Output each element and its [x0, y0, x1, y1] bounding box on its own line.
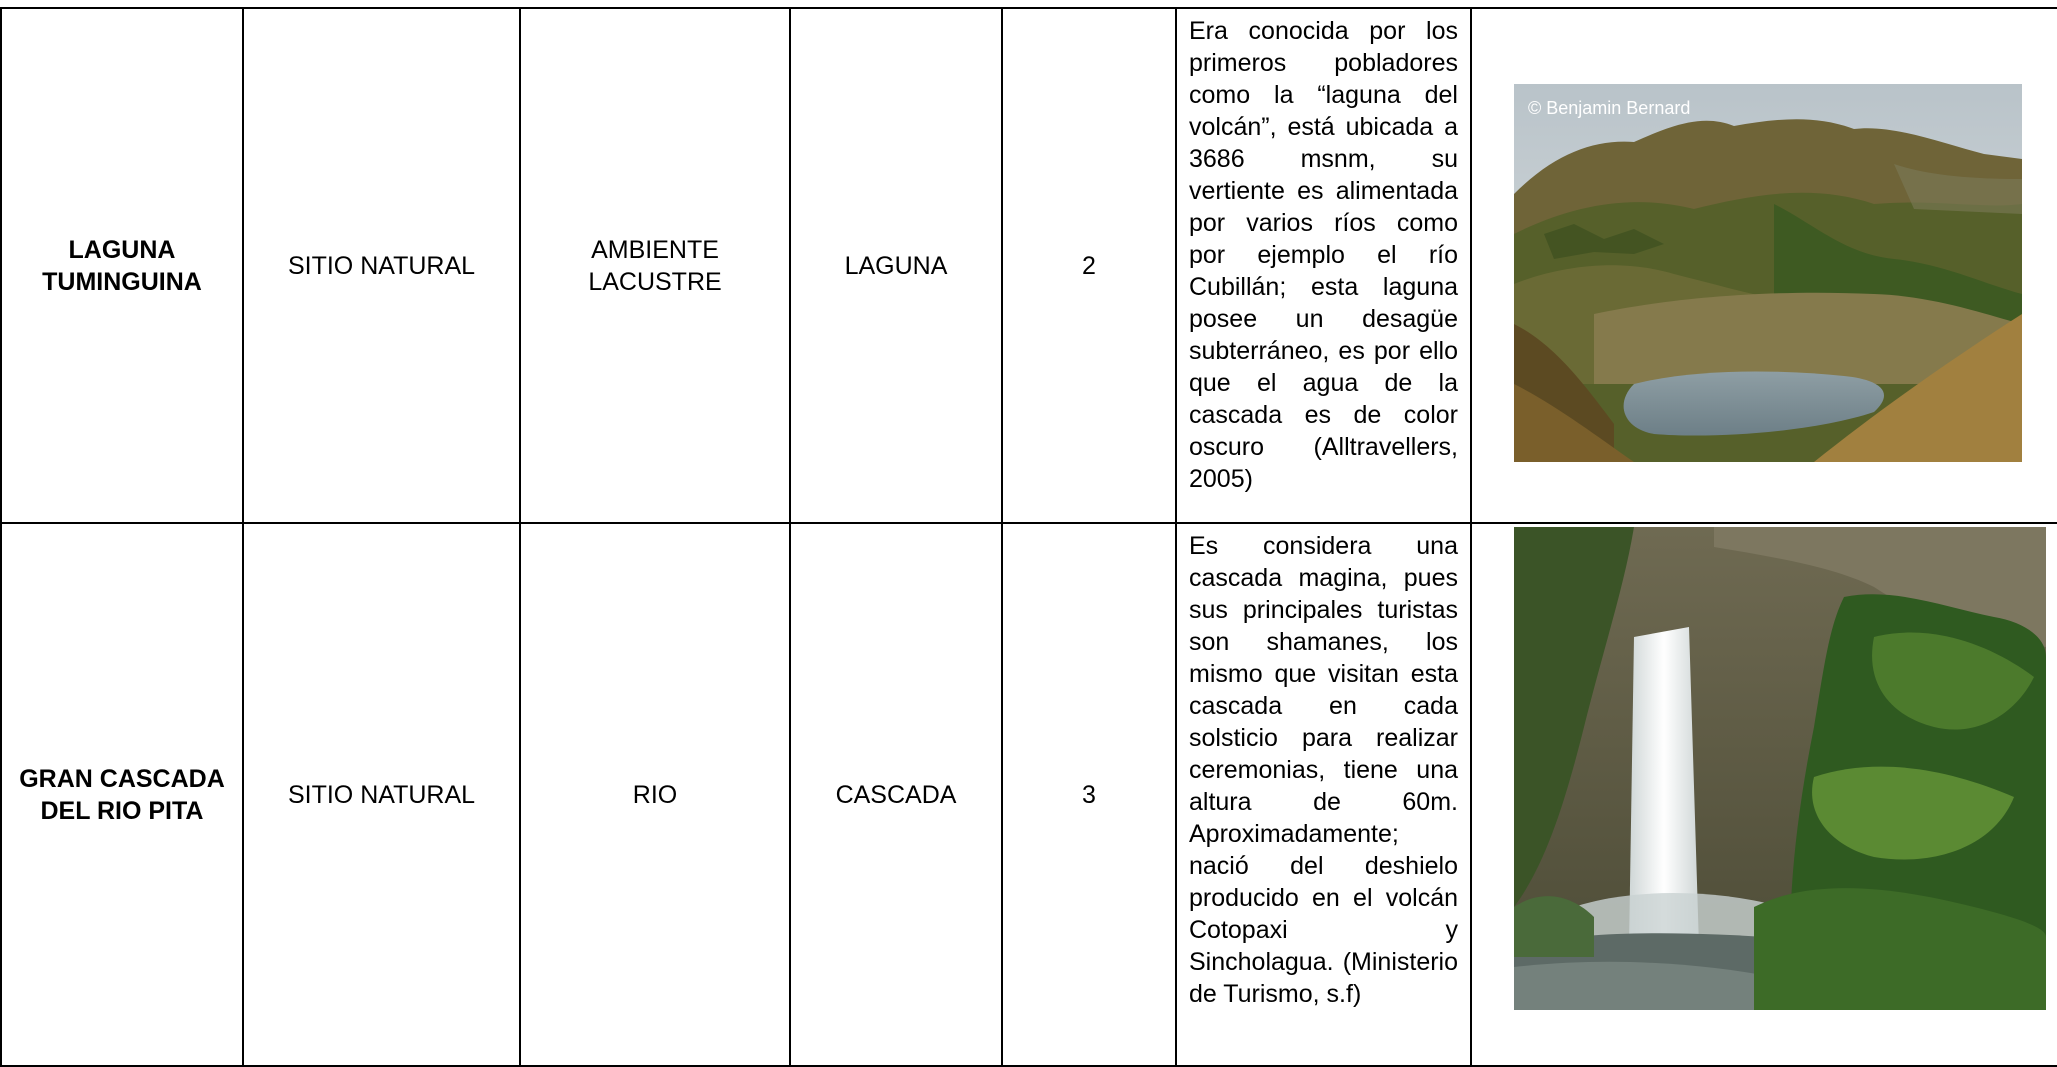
attraction-type: AMBIENTE LACUSTRE [520, 8, 790, 523]
attraction-category: SITIO NATURAL [243, 8, 520, 523]
attraction-subtype: CASCADA [790, 523, 1002, 1066]
attraction-rank: 2 [1002, 8, 1176, 523]
attraction-type: RIO [520, 523, 790, 1066]
attraction-category: SITIO NATURAL [243, 523, 520, 1066]
attraction-description: Es considera una cascada magina, pues sus principales turistas son shamanes, los mismo que visitan esta cascada en cada solsticio para realizar ceremonias, tiene una altura de 60m. Aproximadamente; nació del deshielo producido en el volcán Cotopaxi y Sincholagua. (Ministerio de Turismo, s.f) [1189, 532, 1458, 1008]
attraction-description-cell [1176, 523, 1471, 1066]
waterfall-photo-image [1514, 527, 2046, 1010]
lagoon-photo-image [1514, 84, 2022, 462]
attraction-description: Era conocida por los primeros pobladores como la “laguna del volcán”, está ubicada a 3686 msnm, su vertiente es alimentada por varios ríos como por ejemplo el río Cubillán; esta laguna posee un desagüe subterráneo, es por ello que el agua de la cascada es de color oscuro (Alltravellers, 2005) [1189, 17, 1458, 493]
attraction-description-cell [1176, 8, 1471, 523]
attraction-name: LAGUNA TUMINGUINA [1, 8, 243, 523]
attraction-name: GRAN CASCADA DEL RIO PITA [1, 523, 243, 1066]
photo-credit: © Benjamin Bernard [1528, 98, 1691, 118]
waterfall-photo [1514, 527, 2046, 1010]
attraction-rank: 3 [1002, 523, 1176, 1066]
attraction-subtype: LAGUNA [790, 8, 1002, 523]
lagoon-photo [1514, 84, 2022, 462]
